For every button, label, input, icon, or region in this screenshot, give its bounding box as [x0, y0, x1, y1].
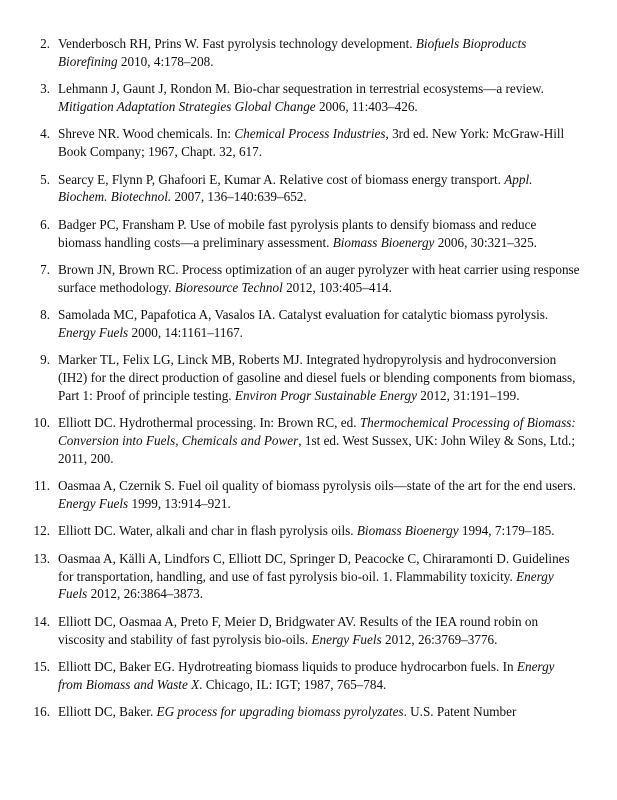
reference-number: 15. [33, 659, 50, 675]
reference-text: Samolada MC, Papafotica A, Vasalos IA. Catalyst evaluation for catalytic biomass pyrolysis. Energy Fuels 2000, 14:1161–1167. [58, 307, 549, 340]
reference-number: 14. [33, 613, 50, 629]
reference-text: Brown JN, Brown RC. Process optimization of an auger pyrolyzer with heat carrier using response surface methodology. Bioresource Technol 2012, 103:405–414. [58, 261, 580, 295]
reference-item [0, 351, 617, 404]
reference-item [0, 613, 617, 649]
reference-number: 3. [40, 81, 50, 97]
reference-number: 11. [34, 478, 50, 494]
reference-item [0, 80, 617, 116]
reference-item [0, 35, 617, 71]
reference-item [0, 261, 617, 297]
reference-item [0, 550, 617, 603]
reference-item [0, 125, 617, 161]
reference-item [0, 703, 617, 721]
reference-number: 7. [40, 261, 50, 277]
reference-item [0, 306, 617, 342]
reference-text: Searcy E, Flynn P, Ghafoori E, Kumar A. Relative cost of biomass energy transport. Appl. Biochem. Biotechnol. 2007, 136–140:639–652. [58, 171, 533, 205]
reference-number: 10. [33, 415, 50, 431]
reference-text: Shreve NR. Wood chemicals. In: Chemical Process Industries, 3rd ed. New York: McGraw-Hill Book Company; 1967, Chapt. 32, 617. [58, 126, 565, 160]
reference-text: Oasmaa A, Källi A, Lindfors C, Elliott DC, Springer D, Peacocke C, Chiraramonti D. Guidelines for transportation, handling, and use of fast pyrolysis bio-oil. 1. Flammability toxicity. Energy Fuels 2012, 26:3864–3873. [58, 550, 570, 602]
reference-number: 9. [40, 352, 50, 368]
reference-item [0, 477, 617, 513]
reference-number: 2. [40, 36, 50, 51]
reference-number: 5. [40, 171, 50, 187]
reference-number: 13. [33, 550, 50, 566]
reference-text: Elliott DC, Baker EG. Hydrotreating biomass liquids to produce hydrocarbon fuels. In Energy from Biomass and Waste X. Chicago, IL: IGT; 1987, 765–784. [58, 659, 555, 692]
reference-text: Elliott DC, Oasmaa A, Preto F, Meier D, Bridgwater AV. Results of the IEA round robin on viscosity and stability of fast pyrolysis bio-oils. Energy Fuels 2012, 26:3769–3776. [58, 613, 539, 647]
reference-list [0, 35, 617, 731]
reference-item [0, 522, 617, 540]
reference-text: Marker TL, Felix LG, Linck MB, Roberts MJ. Integrated hydropyrolysis and hydroconversion (IH2) for the direct production of gasoline and diesel fuels or blending components from biomass, Part 1: Proof of principle testing. Environ Progr Sustainable Energy 2012, 31:191–199. [58, 352, 576, 403]
reference-text: Elliott DC. Hydrothermal processing. In: Brown RC, ed. Thermochemical Processing of Biomass: Conversion into Fuels, Chemicals and Power, 1st ed. West Sussex, UK: John Wiley & Sons, Ltd.; 2011, 200. [58, 415, 576, 466]
reference-number: 6. [40, 216, 50, 232]
reference-text: Lehmann J, Gaunt J, Rondon M. Bio-char sequestration in terrestrial ecosystems—a review. Mitigation Adaptation Strategies Global Change 2006, 11:403–426. [58, 81, 544, 114]
reference-item [0, 216, 617, 252]
reference-text: Badger PC, Fransham P. Use of mobile fast pyrolysis plants to densify biomass and reduce biomass handling costs—a preliminary assessment. Biomass Bioenergy 2006, 30:321–325. [58, 216, 537, 250]
reference-number: 16. [33, 704, 50, 720]
reference-item [0, 171, 617, 207]
reference-text: Elliott DC. Water, alkali and char in flash pyrolysis oils. Biomass Bioenergy 1994, 7:179–185. [58, 523, 555, 539]
reference-text: Elliott DC, Baker. EG process for upgrading biomass pyrolyzates. U.S. Patent Number [58, 704, 517, 720]
reference-number: 12. [33, 523, 50, 539]
reference-text: Oasmaa A, Czernik S. Fuel oil quality of biomass pyrolysis oils—state of the art for the end users. Energy Fuels 1999, 13:914–921. [58, 478, 576, 512]
reference-text: Venderbosch RH, Prins W. Fast pyrolysis technology development. Biofuels Bioproducts Biorefining 2010, 4:178–208. [58, 36, 527, 69]
reference-item [0, 414, 617, 467]
reference-item [0, 658, 617, 694]
reference-number: 4. [40, 126, 50, 142]
reference-number: 8. [40, 307, 50, 323]
